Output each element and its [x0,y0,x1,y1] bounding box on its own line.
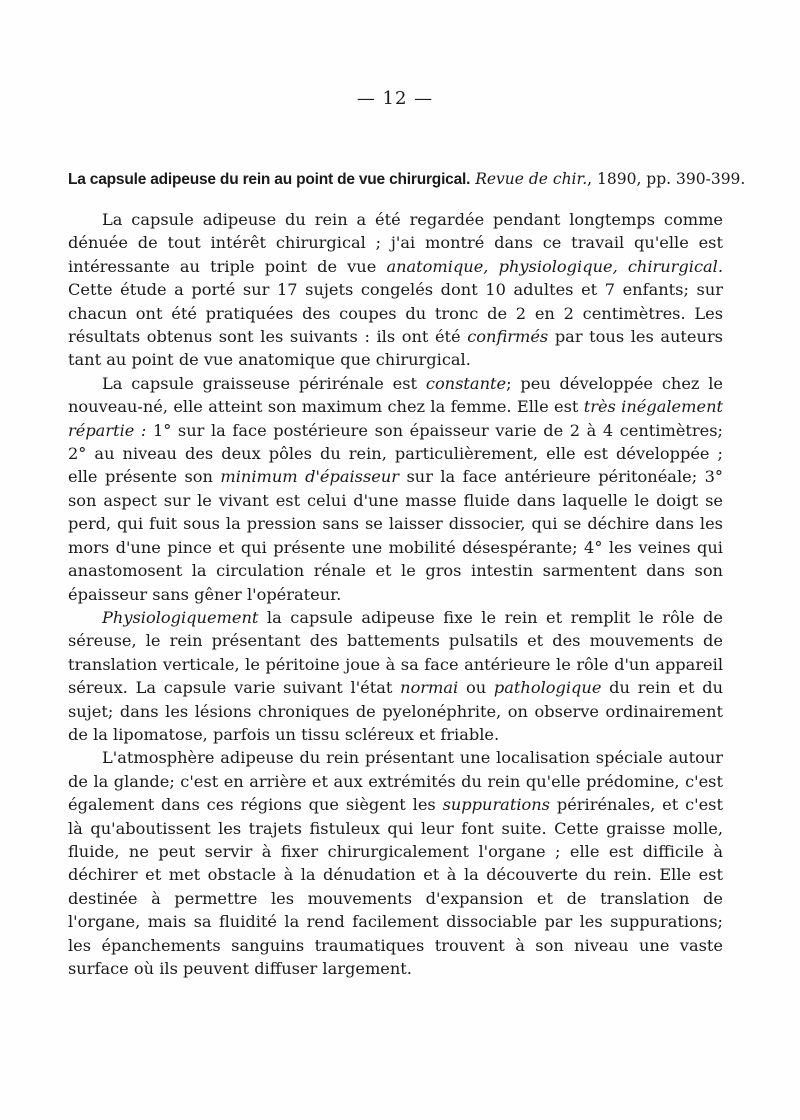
paragraph-text: ; peu développée chez le nouveau-né, elle atteint son maximum chez la femme. Elle est [68,373,724,417]
paragraph-text: L'atmosphère adipeuse du rein présentant une localisation spéciale autour de la glande; c'est en arrière et aux extrémités du rein qu'elle prédomine, c'est également dans ces régions que siègent les [68,748,723,815]
paragraph-text: sur la face antérieure péritonéale; 3° son aspect sur le vivant est celui d'une masse fluide dans laquelle le doigt se perd, qui fuit sous la pression sans se laisser dissocier, qui se déchire dans les mors d'une pince et qui présente une mobilité désespérante; 4° les veines qui anastomosent la circulation rénale et le gros intestin sarmentent dans son épaisseur sans gêner l'opérateur. [68,467,724,604]
paragraph [68,746,723,980]
italic-text: constante [425,373,507,393]
paragraph-text: La capsule adipeuse du rein a été regardée pendant longtemps comme dénuée de tout intérêt chirurgical ; j'ai montré dans ce travail qu'elle est intéressante au triple point de vue [68,210,723,276]
paragraph-text: la capsule adipeuse fixe le rein et remplit le rôle de séreuse, le rein présentant des battements pulsatils et des mouvements de translation verticale, le péritoine joue à sa face antérieure le rôle d'un appareil séreux. La capsule varie suivant l'état [68,607,723,698]
paragraph [68,372,723,606]
paragraph-text: périrénales, et c'est là qu'aboutissent les trajets fistuleux qui leur font suite. Cette graisse molle, fluide, ne peut servir à fixer chirurgicalement l'organe ; elle est difficile à déchirer et met obstacle à la dénudation et à la découverte du rein. Elle est destinée à permettre les mouvements d'expansion et de translation de l'organe, mais sa fluidité la rend facilement dissociable par les suppurations; les épanchements sanguins traumatiques trouvent à son niveau une vaste surface où ils peuvent diffuser largement. [68,795,723,978]
paragraph-text: La capsule graisseuse périrénale est [102,373,426,393]
italic-text: suppurations [442,795,550,815]
citation-journal: Revue de chir. [475,170,588,188]
paragraph [68,208,723,372]
paragraph-text: du rein et du sujet; dans les lésions chroniques de pyelonéphrite, on observe ordinairement de la lipomatose, parfois un tissu scléreux et friable. [68,678,723,744]
citation-title: La capsule adipeuse du rein au point de vue chirurgical. [68,171,471,188]
italic-text: pathologique [493,678,602,698]
page-number: — 12 — [356,88,434,109]
italic-text: confirmés [467,327,549,347]
paragraph-text: par tous les auteurs tant au point de vue anatomique que chirurgical. [68,327,723,370]
citation-details: , 1890, pp. 390-399. [587,170,746,188]
italic-text: très inégalement répartie : [68,397,723,440]
italic-text: minimum d'épaisseur [220,467,400,487]
paragraph-text: ou [458,678,494,698]
italic-text: normai [400,678,459,698]
italic-text: anatomique, physiologique, chirurgical. [386,256,723,276]
paragraph-text: 1° sur la face postérieure son épaisseur varie de 2 à 4 centimètres; 2° au niveau des deux pôles du rein, particulièrement, elle est développée ; elle présente son [68,420,723,487]
body-text [68,208,723,980]
italic-text: Physiologiquement [102,607,259,627]
paragraph [68,606,723,746]
paragraph-text: Cette étude a porté sur 17 sujets congelés dont 10 adultes et 7 enfants; sur chacun ont été pratiquées des coupes du tronc de 2 en 2 centimètres. Les résultats obtenus sont les suivants : ils ont été [68,280,723,347]
citation-line [68,170,746,189]
